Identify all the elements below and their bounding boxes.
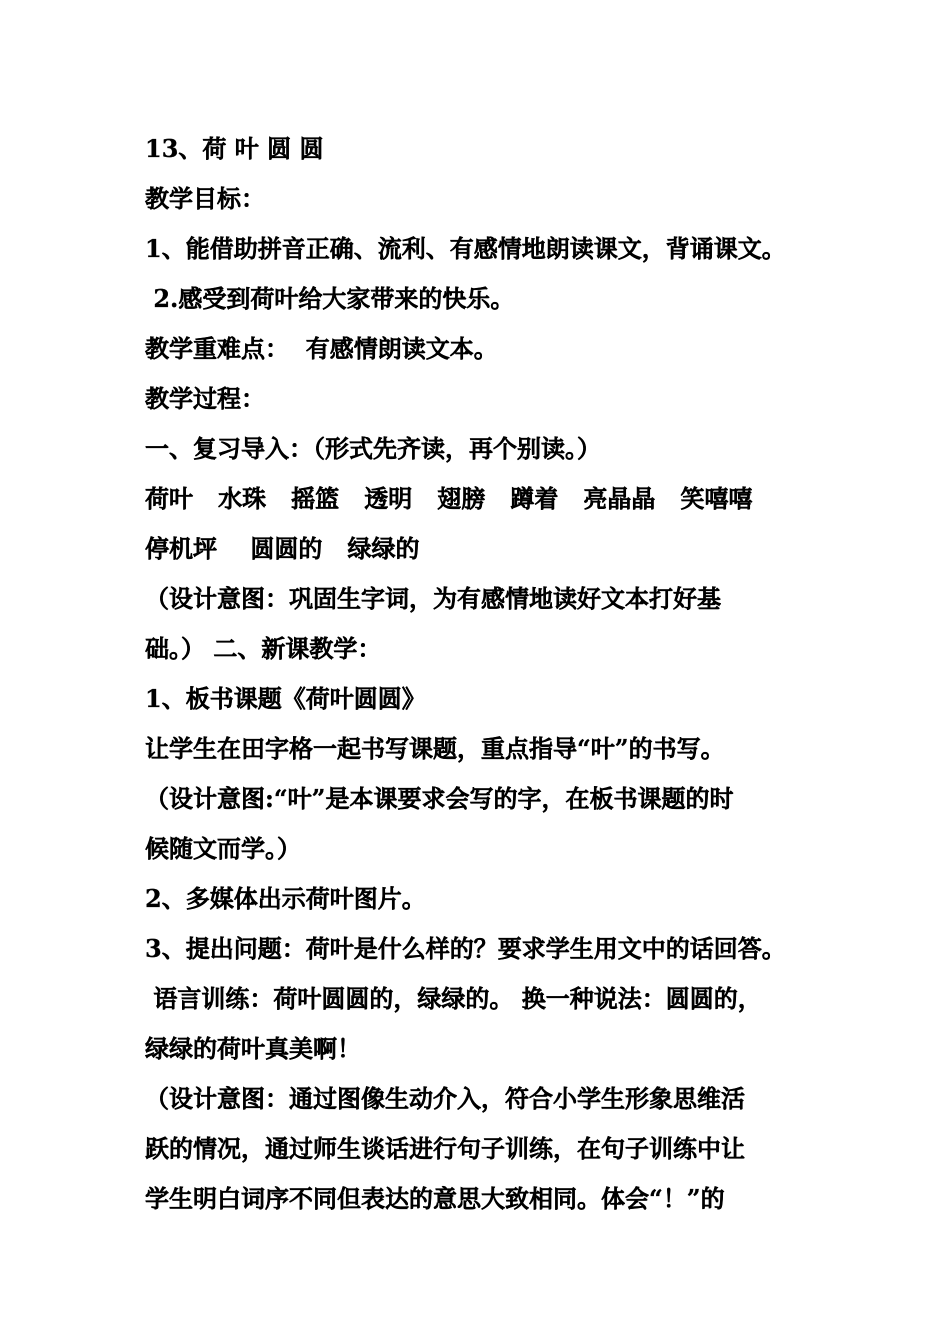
- vocab-list-row-1: 荷叶 水珠 摇篮 透明 翅膀 蹲着 亮晶晶 笑嘻嘻: [145, 484, 753, 513]
- design-note-3-line-2: 跃的情况，通过师生谈话进行句子训练，在句子训练中让: [145, 1134, 745, 1163]
- design-note-1-line-1: （设计意图：巩固生字词，为有感情地读好文本打好基: [145, 584, 721, 613]
- design-note-2-line-1: （设计意图:“叶”是本课要求会写的字，在板书课题的时: [145, 784, 734, 813]
- step-writing-guide: 让学生在田字格一起书写课题，重点指导“叶”的书写。: [145, 734, 725, 763]
- step-show-images: 2、多媒体出示荷叶图片。: [145, 884, 426, 913]
- design-note-3-line-3: 学生明白词序不同但表达的意思大致相同。体会“！”的: [145, 1184, 725, 1213]
- design-note-2-line-2: 候随文而学。）: [145, 834, 301, 863]
- step-ask-question: 3、提出问题：荷叶是什么样的？要求学生用文中的话回答。: [145, 934, 786, 963]
- key-points: 教学重难点： 有感情朗读文本。: [145, 334, 498, 363]
- step-review-intro: 一、复习导入：（形式先齐读，再个别读。）: [145, 434, 601, 463]
- goal-item-2: 2.感受到荷叶给大家带来的快乐。: [145, 284, 515, 313]
- language-training-line-2: 绿绿的荷叶真美啊！: [145, 1034, 361, 1063]
- design-note-1-line-2: 础。） 二、新课教学：: [145, 634, 382, 663]
- section-heading-process: 教学过程：: [145, 384, 265, 413]
- lesson-title: 13、荷 叶 圆 圆: [145, 134, 324, 163]
- goal-item-1: 1、能借助拼音正确、流利、有感情地朗读课文，背诵课文。: [145, 234, 786, 263]
- design-note-3-line-1: （设计意图：通过图像生动介入，符合小学生形象思维活: [145, 1084, 745, 1113]
- language-training-line-1: 语言训练：荷叶圆圆的，绿绿的。 换一种说法：圆圆的，: [145, 984, 762, 1013]
- vocab-list-row-2: 停机坪 圆圆的 绿绿的: [145, 534, 420, 563]
- step-board-title: 1、板书课题《荷叶圆圆》: [145, 684, 426, 713]
- section-heading-goals: 教学目标：: [145, 184, 265, 213]
